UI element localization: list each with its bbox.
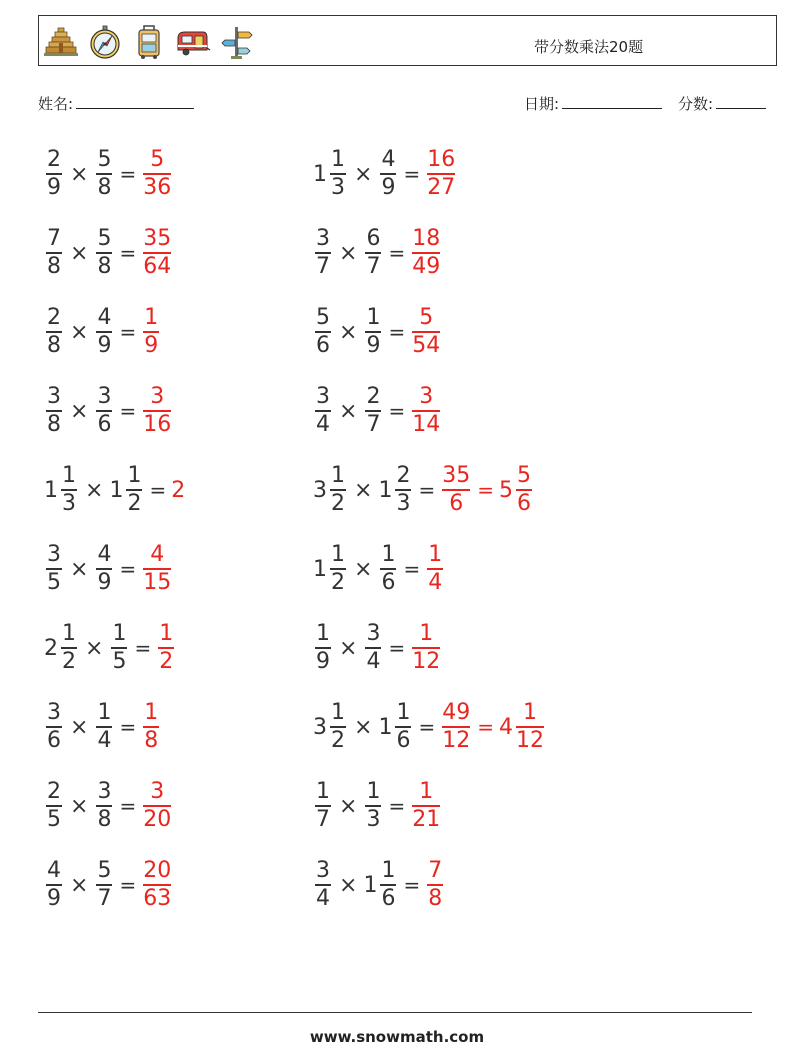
first-operand-numerator: 4 — [47, 858, 61, 884]
second-operand-denominator: 4 — [97, 727, 112, 753]
times-sign: × — [339, 635, 358, 661]
first-operand-fraction — [315, 858, 331, 912]
equals-sign: = — [119, 320, 137, 344]
first-operand-fraction — [315, 226, 331, 280]
second-operand-whole: 1 — [378, 714, 393, 740]
answer-fraction — [427, 858, 443, 912]
second-operand-fraction — [126, 463, 142, 517]
problem-16 — [313, 696, 546, 758]
answer-numerator: 1 — [144, 700, 159, 726]
first-operand-numerator: 1 — [331, 147, 345, 173]
second-operand-denominator: 5 — [112, 648, 127, 674]
answer-denominator: 8 — [144, 727, 159, 753]
problem-11 — [44, 538, 173, 600]
first-operand-denominator: 3 — [62, 490, 76, 516]
first-operand-denominator: 8 — [47, 253, 61, 279]
name-blank[interactable] — [76, 94, 194, 109]
second-operand-denominator: 9 — [381, 174, 396, 200]
answer-denominator: 63 — [143, 885, 172, 911]
answer-denominator: 27 — [427, 174, 456, 200]
compass-icon — [87, 24, 123, 60]
mixed-answer-fraction — [516, 700, 544, 754]
second-operand-numerator: 1 — [381, 542, 396, 568]
first-operand-fraction — [46, 858, 62, 912]
second-operand-denominator: 6 — [396, 727, 411, 753]
equals-sign: = — [388, 794, 406, 818]
pyramid-icon — [43, 24, 79, 60]
answer — [410, 384, 442, 438]
second-operand-numerator: 3 — [366, 621, 381, 647]
signpost-icon — [219, 24, 255, 60]
second-operand-numerator: 3 — [97, 384, 112, 410]
problem-19 — [44, 854, 173, 916]
answer-denominator: 14 — [412, 411, 441, 437]
second-operand-numerator: 1 — [396, 700, 411, 726]
first-operand-denominator: 2 — [62, 648, 76, 674]
answer-denominator: 15 — [143, 569, 172, 595]
answer — [141, 542, 173, 596]
equals-sign: = — [418, 478, 436, 502]
times-sign: × — [339, 793, 358, 819]
times-sign: × — [70, 872, 89, 898]
problem-10 — [313, 459, 534, 521]
header-icons — [43, 22, 255, 62]
first-operand-fraction — [46, 384, 62, 438]
second-operand-fraction — [111, 621, 127, 675]
answer-numerator: 1 — [419, 621, 434, 647]
second-operand-fraction — [365, 226, 381, 280]
answer-numerator: 20 — [143, 858, 172, 884]
second-operand-denominator: 8 — [97, 806, 112, 832]
problem-17 — [44, 775, 173, 837]
first-operand-fraction — [46, 700, 62, 754]
mixed-answer-denominator: 6 — [516, 490, 531, 516]
answer-fraction — [143, 779, 171, 833]
answer — [425, 147, 457, 201]
answer-fraction — [412, 621, 440, 675]
first-operand-whole: 1 — [313, 556, 327, 582]
problem-15 — [44, 696, 161, 758]
second-operand-numerator: 2 — [396, 463, 411, 489]
answer-fraction — [143, 384, 171, 438]
second-operand-fraction — [380, 858, 396, 912]
answer-numerator: 3 — [419, 384, 434, 410]
first-operand-fraction — [46, 226, 62, 280]
answer-equals-sign: = — [477, 715, 494, 739]
second-operand-fraction — [365, 621, 381, 675]
answer — [440, 700, 546, 754]
first-operand-numerator: 3 — [316, 226, 330, 252]
answer-denominator: 64 — [143, 253, 172, 279]
first-operand-denominator: 5 — [47, 806, 61, 832]
second-operand-fraction — [96, 226, 112, 280]
first-operand-fraction — [46, 779, 62, 833]
second-operand-denominator: 4 — [366, 648, 381, 674]
equals-sign: = — [388, 636, 406, 660]
answer-denominator: 12 — [412, 648, 441, 674]
second-operand-numerator: 5 — [97, 858, 112, 884]
equals-sign: = — [388, 399, 406, 423]
answer-equals-sign: = — [477, 478, 494, 502]
second-operand-whole: 1 — [363, 872, 378, 898]
first-operand-numerator: 1 — [316, 779, 330, 805]
equals-sign: = — [119, 873, 137, 897]
first-operand-whole: 3 — [313, 714, 327, 740]
second-operand-numerator: 1 — [366, 305, 381, 331]
answer — [440, 463, 534, 517]
first-operand-numerator: 1 — [331, 542, 345, 568]
answer — [410, 226, 442, 280]
answer-numerator: 1 — [159, 621, 174, 647]
problem-13 — [44, 617, 176, 679]
first-operand-whole: 3 — [313, 477, 327, 503]
times-sign: × — [354, 556, 373, 582]
answer-numerator: 1 — [144, 305, 159, 331]
problem-20 — [313, 854, 445, 916]
times-sign: × — [339, 872, 358, 898]
first-operand-denominator: 3 — [331, 174, 345, 200]
first-operand-denominator: 6 — [47, 727, 61, 753]
second-operand-denominator: 9 — [97, 332, 112, 358]
answer-numerator: 35 — [143, 226, 172, 252]
second-operand-numerator: 1 — [112, 621, 127, 647]
answer-denominator: 2 — [159, 648, 174, 674]
first-operand-denominator: 4 — [316, 885, 330, 911]
first-operand-fraction — [46, 305, 62, 359]
answer-whole: 2 — [171, 477, 186, 503]
answer-fraction — [442, 463, 470, 517]
mixed-answer-whole: 5 — [498, 477, 513, 503]
answer — [425, 542, 445, 596]
second-operand-denominator: 9 — [97, 569, 112, 595]
second-operand-fraction — [96, 305, 112, 359]
second-operand-denominator: 6 — [381, 885, 396, 911]
second-operand-fraction — [365, 779, 381, 833]
first-operand-fraction — [315, 384, 331, 438]
answer-fraction — [158, 621, 174, 675]
first-operand-denominator: 6 — [316, 332, 330, 358]
second-operand-fraction — [395, 463, 411, 517]
second-operand-numerator: 6 — [366, 226, 381, 252]
mixed-answer-whole: 4 — [498, 714, 513, 740]
first-operand-denominator: 2 — [331, 490, 345, 516]
second-operand-numerator: 3 — [97, 779, 112, 805]
answer — [141, 384, 173, 438]
answer — [141, 305, 161, 359]
second-operand-numerator: 4 — [97, 305, 112, 331]
answer-fraction — [143, 305, 159, 359]
equals-sign: = — [403, 557, 421, 581]
first-operand-fraction — [46, 542, 62, 596]
second-operand-denominator: 7 — [366, 253, 381, 279]
problem-18 — [313, 775, 442, 837]
equals-sign: = — [418, 715, 436, 739]
answer — [410, 779, 442, 833]
second-operand-numerator: 4 — [97, 542, 112, 568]
name-label: 姓名: — [38, 95, 74, 113]
second-operand-numerator: 1 — [97, 700, 112, 726]
answer-denominator: 9 — [144, 332, 159, 358]
equals-sign: = — [119, 557, 137, 581]
mixed-answer-numerator: 5 — [516, 463, 531, 489]
first-operand-denominator: 4 — [316, 411, 330, 437]
problem-1 — [44, 143, 173, 205]
first-operand-whole: 1 — [44, 477, 58, 503]
second-operand-numerator: 1 — [127, 463, 142, 489]
worksheet-title: 带分数乘法20题 — [534, 38, 644, 56]
second-operand-denominator: 6 — [97, 411, 112, 437]
answer-denominator: 16 — [143, 411, 172, 437]
times-sign: × — [85, 477, 104, 503]
answer-denominator: 12 — [442, 727, 471, 753]
first-operand-whole: 1 — [313, 161, 327, 187]
first-operand-denominator: 5 — [47, 569, 61, 595]
first-operand-fraction — [315, 621, 331, 675]
first-operand-fraction — [46, 147, 62, 201]
answer-fraction — [143, 700, 159, 754]
mixed-answer-fraction — [516, 463, 532, 517]
date-field — [524, 93, 662, 114]
equals-sign: = — [134, 636, 152, 660]
first-operand-fraction — [330, 147, 346, 201]
answer — [171, 478, 185, 503]
answer-numerator: 5 — [150, 147, 165, 173]
first-operand-denominator: 2 — [331, 727, 345, 753]
times-sign: × — [70, 714, 89, 740]
answer-numerator: 4 — [150, 542, 165, 568]
second-operand-denominator: 7 — [366, 411, 381, 437]
answer-numerator: 35 — [442, 463, 471, 489]
problem-9 — [44, 459, 185, 521]
times-sign: × — [354, 161, 373, 187]
times-sign: × — [354, 714, 373, 740]
second-operand-fraction — [380, 147, 396, 201]
answer-denominator: 4 — [428, 569, 443, 595]
first-operand-numerator: 3 — [316, 858, 330, 884]
second-operand-numerator: 1 — [381, 858, 396, 884]
first-operand-denominator: 9 — [316, 648, 330, 674]
footer-url: www.snowmath.com — [309, 1028, 485, 1046]
problem-7 — [44, 380, 173, 442]
times-sign: × — [339, 319, 358, 345]
equals-sign: = — [119, 399, 137, 423]
problem-6 — [313, 301, 442, 363]
equals-sign: = — [403, 873, 421, 897]
answer — [156, 621, 176, 675]
problem-12 — [313, 538, 445, 600]
second-operand-numerator: 1 — [366, 779, 381, 805]
problem-2 — [313, 143, 457, 205]
equals-sign: = — [149, 478, 167, 502]
second-operand-denominator: 6 — [381, 569, 396, 595]
first-operand-numerator: 7 — [47, 226, 61, 252]
second-operand-denominator: 8 — [97, 253, 112, 279]
answer-fraction — [412, 305, 440, 359]
first-operand-numerator: 2 — [47, 779, 61, 805]
answer-fraction — [143, 542, 171, 596]
answer-numerator: 3 — [150, 779, 165, 805]
equals-sign: = — [119, 162, 137, 186]
answer-fraction — [143, 147, 171, 201]
mixed-answer-denominator: 12 — [515, 727, 544, 753]
answer-denominator: 20 — [143, 806, 172, 832]
first-operand-numerator: 1 — [331, 700, 345, 726]
answer-denominator: 6 — [449, 490, 464, 516]
first-operand-numerator: 2 — [47, 147, 61, 173]
first-operand-numerator: 1 — [62, 463, 76, 489]
second-operand-fraction — [96, 779, 112, 833]
second-operand-fraction — [96, 384, 112, 438]
first-operand-fraction — [330, 542, 346, 596]
answer-numerator: 1 — [419, 779, 434, 805]
answer-denominator: 8 — [428, 885, 443, 911]
answer-denominator: 54 — [412, 332, 441, 358]
first-operand-denominator: 8 — [47, 332, 61, 358]
first-operand-fraction — [330, 463, 346, 517]
times-sign: × — [85, 635, 104, 661]
first-operand-denominator: 7 — [316, 253, 330, 279]
first-operand-fraction — [61, 621, 77, 675]
times-sign: × — [339, 240, 358, 266]
first-operand-denominator: 2 — [331, 569, 345, 595]
first-operand-numerator: 1 — [62, 621, 76, 647]
problem-4 — [313, 222, 442, 284]
answer-fraction — [427, 542, 443, 596]
caravan-icon — [175, 24, 211, 60]
answer-numerator: 16 — [427, 147, 456, 173]
times-sign: × — [70, 793, 89, 819]
second-operand-numerator: 5 — [97, 226, 112, 252]
first-operand-denominator: 9 — [47, 174, 61, 200]
answer-denominator: 21 — [412, 806, 441, 832]
equals-sign: = — [119, 794, 137, 818]
times-sign: × — [70, 161, 89, 187]
times-sign: × — [70, 240, 89, 266]
date-label: 日期: — [524, 95, 560, 113]
answer-numerator: 1 — [428, 542, 443, 568]
first-operand-fraction — [330, 700, 346, 754]
second-operand-fraction — [395, 700, 411, 754]
times-sign: × — [339, 398, 358, 424]
first-operand-denominator: 7 — [316, 806, 330, 832]
second-operand-denominator: 7 — [97, 885, 112, 911]
answer — [141, 779, 173, 833]
problem-8 — [313, 380, 442, 442]
second-operand-denominator: 8 — [97, 174, 112, 200]
times-sign: × — [70, 398, 89, 424]
second-operand-denominator: 2 — [127, 490, 142, 516]
second-operand-fraction — [96, 147, 112, 201]
first-operand-numerator: 1 — [316, 621, 330, 647]
second-operand-numerator: 2 — [366, 384, 381, 410]
problem-14 — [313, 617, 442, 679]
footer-divider — [38, 1012, 752, 1013]
second-operand-fraction — [96, 700, 112, 754]
score-label: 分数: — [678, 95, 714, 113]
answer-fraction — [412, 226, 440, 280]
second-operand-fraction — [365, 384, 381, 438]
second-operand-fraction — [96, 858, 112, 912]
name-field — [38, 93, 194, 114]
answer-denominator: 49 — [412, 253, 441, 279]
answer-numerator: 3 — [150, 384, 165, 410]
second-operand-whole: 1 — [378, 477, 393, 503]
equals-sign: = — [403, 162, 421, 186]
answer-numerator: 18 — [412, 226, 441, 252]
answer — [141, 700, 161, 754]
times-sign: × — [354, 477, 373, 503]
first-operand-numerator: 3 — [316, 384, 330, 410]
first-operand-denominator: 9 — [47, 885, 61, 911]
first-operand-numerator: 2 — [47, 305, 61, 331]
answer-fraction — [427, 147, 455, 201]
times-sign: × — [70, 319, 89, 345]
worksheet-header — [38, 15, 777, 66]
first-operand-numerator: 5 — [316, 305, 330, 331]
second-operand-denominator: 9 — [366, 332, 381, 358]
answer-numerator: 7 — [428, 858, 443, 884]
answer-fraction — [143, 226, 171, 280]
answer-numerator: 49 — [442, 700, 471, 726]
score-blank[interactable] — [716, 94, 766, 109]
answer-denominator: 36 — [143, 174, 172, 200]
answer — [410, 621, 442, 675]
problem-3 — [44, 222, 173, 284]
answer-fraction — [412, 384, 440, 438]
answer-numerator: 5 — [419, 305, 434, 331]
answer — [141, 226, 173, 280]
score-field — [678, 93, 766, 114]
answer-fraction — [143, 858, 171, 912]
first-operand-numerator: 1 — [331, 463, 345, 489]
answer — [410, 305, 442, 359]
date-blank[interactable] — [562, 94, 662, 109]
problem-5 — [44, 301, 161, 363]
first-operand-numerator: 3 — [47, 384, 61, 410]
second-operand-whole: 1 — [109, 477, 124, 503]
first-operand-fraction — [315, 779, 331, 833]
luggage-icon — [131, 24, 167, 60]
first-operand-fraction — [61, 463, 77, 517]
first-operand-numerator: 3 — [47, 700, 61, 726]
second-operand-fraction — [365, 305, 381, 359]
second-operand-numerator: 4 — [381, 147, 396, 173]
first-operand-whole: 2 — [44, 635, 58, 661]
answer — [425, 858, 445, 912]
second-operand-denominator: 3 — [366, 806, 381, 832]
times-sign: × — [70, 556, 89, 582]
second-operand-fraction — [380, 542, 396, 596]
equals-sign: = — [388, 320, 406, 344]
answer-fraction — [412, 779, 440, 833]
equals-sign: = — [119, 241, 137, 265]
answer-fraction — [442, 700, 470, 754]
equals-sign: = — [119, 715, 137, 739]
first-operand-denominator: 8 — [47, 411, 61, 437]
mixed-answer-numerator: 1 — [522, 700, 537, 726]
second-operand-fraction — [96, 542, 112, 596]
first-operand-fraction — [315, 305, 331, 359]
first-operand-numerator: 3 — [47, 542, 61, 568]
second-operand-denominator: 3 — [396, 490, 411, 516]
answer — [141, 147, 173, 201]
equals-sign: = — [388, 241, 406, 265]
second-operand-numerator: 5 — [97, 147, 112, 173]
answer — [141, 858, 173, 912]
